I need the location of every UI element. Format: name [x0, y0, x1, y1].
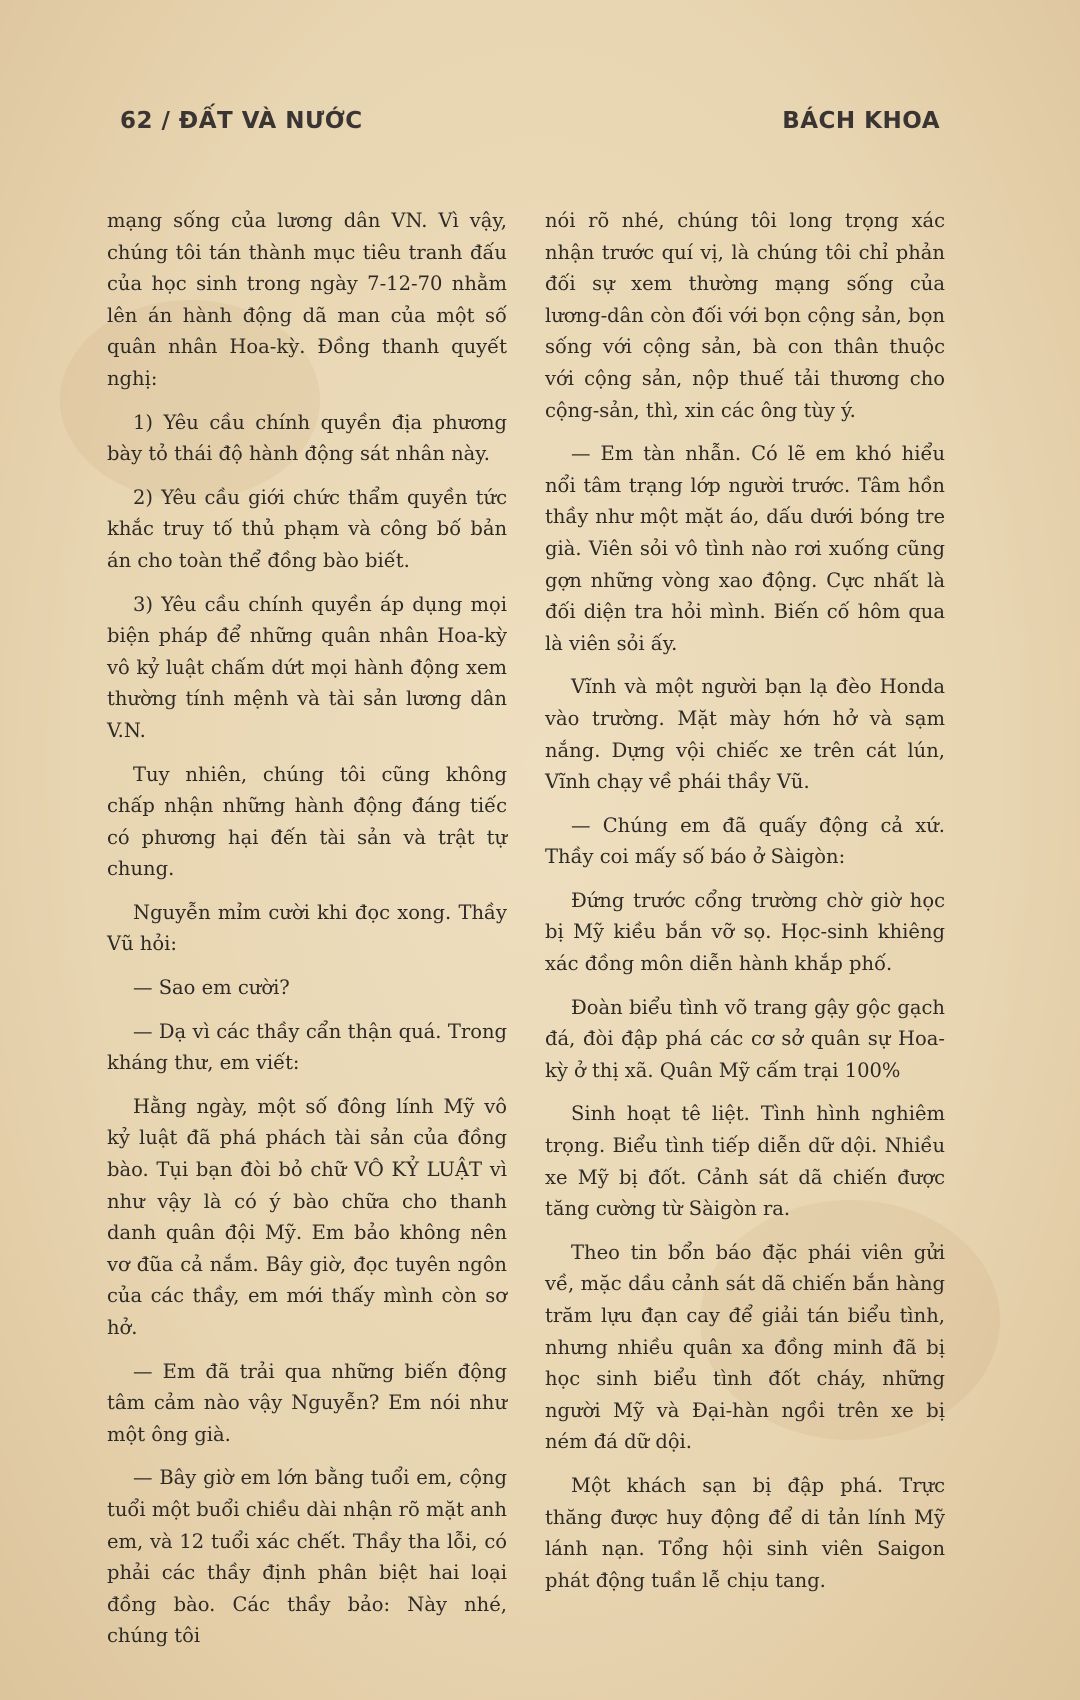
paragraph: Tuy nhiên, chúng tôi cũng không chấp nhận những hành động đáng tiếc có phương hại đến tài sản và trật tự chung.	[107, 762, 507, 881]
paragraph: — Dạ vì các thầy cẩn thận quá. Trong kháng thư, em viết:	[107, 1019, 507, 1075]
paragraph: — Em tàn nhẫn. Có lẽ em khó hiểu nổi tâm trạng lớp người trước. Tâm hồn thầy như một mặt áo, dấu dưới bóng tre già. Viên sỏi vô tình nào rơi xuống cũng gợn những vòng xao động. Cực nhất là đối diện tra hỏi mình. Biến cố hôm qua là viên sỏi ấy.	[545, 442, 945, 655]
paragraph: Nguyễn mỉm cười khi đọc xong. Thầy Vũ hỏi:	[107, 900, 507, 956]
paragraph: Một khách sạn bị đập phá. Trực thăng được huy động để di tản lính Mỹ lánh nạn. Tổng hội sinh viên Saigon phát động tuần lễ chịu tang.	[545, 1473, 945, 1592]
paragraph: mạng sống của lương dân VN. Vì vậy, chúng tôi tán thành mục tiêu tranh đấu của học sinh trong ngày 7-12-70 nhằm lên án hành động dã man của một số quân nhân Hoa-kỳ. Đồng thanh quyết nghị:	[107, 209, 507, 390]
paragraph: Hằng ngày, một số đông lính Mỹ vô kỷ luật đã phá phách tài sản của đồng bào. Tụi bạn đòi bỏ chữ VÔ KỶ LUẬT vì như vậy là có ý bào chữa cho thanh danh quân đội Mỹ. Em bảo không nên vơ đũa cả nắm. Bây giờ, đọc tuyên ngôn của các thầy, em mới thấy mình còn sơ hở.	[107, 1094, 507, 1339]
paragraph: — Chúng em đã quấy động cả xứ. Thầy coi mấy số báo ở Sàigòn:	[545, 813, 945, 869]
paragraph: — Sao em cười?	[133, 976, 290, 1000]
running-title: 62 / ĐẤT VÀ NƯỚC	[120, 108, 363, 134]
paragraph: Vĩnh và một người bạn lạ đèo Honda vào trường. Mặt mày hớn hở và sạm nắng. Dựng vội chiếc xe trên cát lún, Vĩnh chạy về phái thầy Vũ.	[545, 675, 945, 794]
paragraph: Sinh hoạt tê liệt. Tình hình nghiêm trọng. Biểu tình tiếp diễn dữ dội. Nhiều xe Mỹ bị đốt. Cảnh sát dã chiến được tăng cường từ Sàigòn ra.	[545, 1102, 945, 1221]
paragraph: Đoàn biểu tình võ trang gậy gộc gạch đá, đòi đập phá các cơ sở quân sự Hoa-kỳ ở thị xã. Quân Mỹ cấm trại 100%	[545, 995, 945, 1082]
paragraph: 1) Yêu cầu chính quyền địa phương bày tỏ thái độ hành động sát nhân này.	[107, 410, 507, 466]
paragraph: — Em đã trải qua những biến động tâm cảm nào vậy Nguyễn? Em nói như một ông già.	[107, 1359, 507, 1446]
text-columns	[107, 205, 945, 1648]
paragraph: nói rõ nhé, chúng tôi long trọng xác nhận trước quí vị, là chúng tôi chỉ phản đối sự xem thường mạng sống của lương-dân còn đối với bọn cộng sản, bọn sống với cộng sản, bà con thân thuộc với cộng sản, nộp thuế tải thương cho cộng-sản, thì, xin các ông tùy ý.	[545, 209, 945, 422]
paragraph: 2) Yêu cầu giới chức thẩm quyền tức khắc truy tố thủ phạm và công bố bản án cho toàn thể đồng bào biết.	[107, 485, 507, 572]
paragraph: Theo tin bổn báo đặc phái viên gửi về, mặc dầu cảnh sát dã chiến bắn hàng trăm lựu đạn cay để giải tán biểu tình, nhưng nhiều quân xa đồng minh đã bị học sinh biểu tình đốt cháy, những người Mỹ và Đại-hàn ngồi trên xe bị ném đá dữ dội.	[545, 1240, 945, 1454]
right-column	[545, 205, 945, 1592]
magazine-name: BÁCH KHOA	[782, 108, 940, 134]
paragraph: 3) Yêu cầu chính quyền áp dụng mọi biện pháp để những quân nhân Hoa-kỳ vô kỷ luật chấm dứt mọi hành động xem thường tính mệnh và tài sản lương dân V.N.	[107, 592, 507, 742]
page-header	[120, 108, 940, 134]
paragraph: — Bây giờ em lớn bằng tuổi em, cộng tuổi một buổi chiều dài nhận rõ mặt anh em, và 12 tuổi xác chết. Thầy tha lỗi, có phải các thầy định phân biệt hai loại đồng bào. Các thầy bảo: Này nhé, chúng tôi	[107, 1466, 507, 1648]
paragraph: Đứng trước cổng trường chờ giờ học bị Mỹ kiều bắn vỡ sọ. Học-sinh khiêng xác đồng môn diễn hành khắp phố.	[545, 888, 945, 976]
left-column	[107, 205, 507, 1648]
